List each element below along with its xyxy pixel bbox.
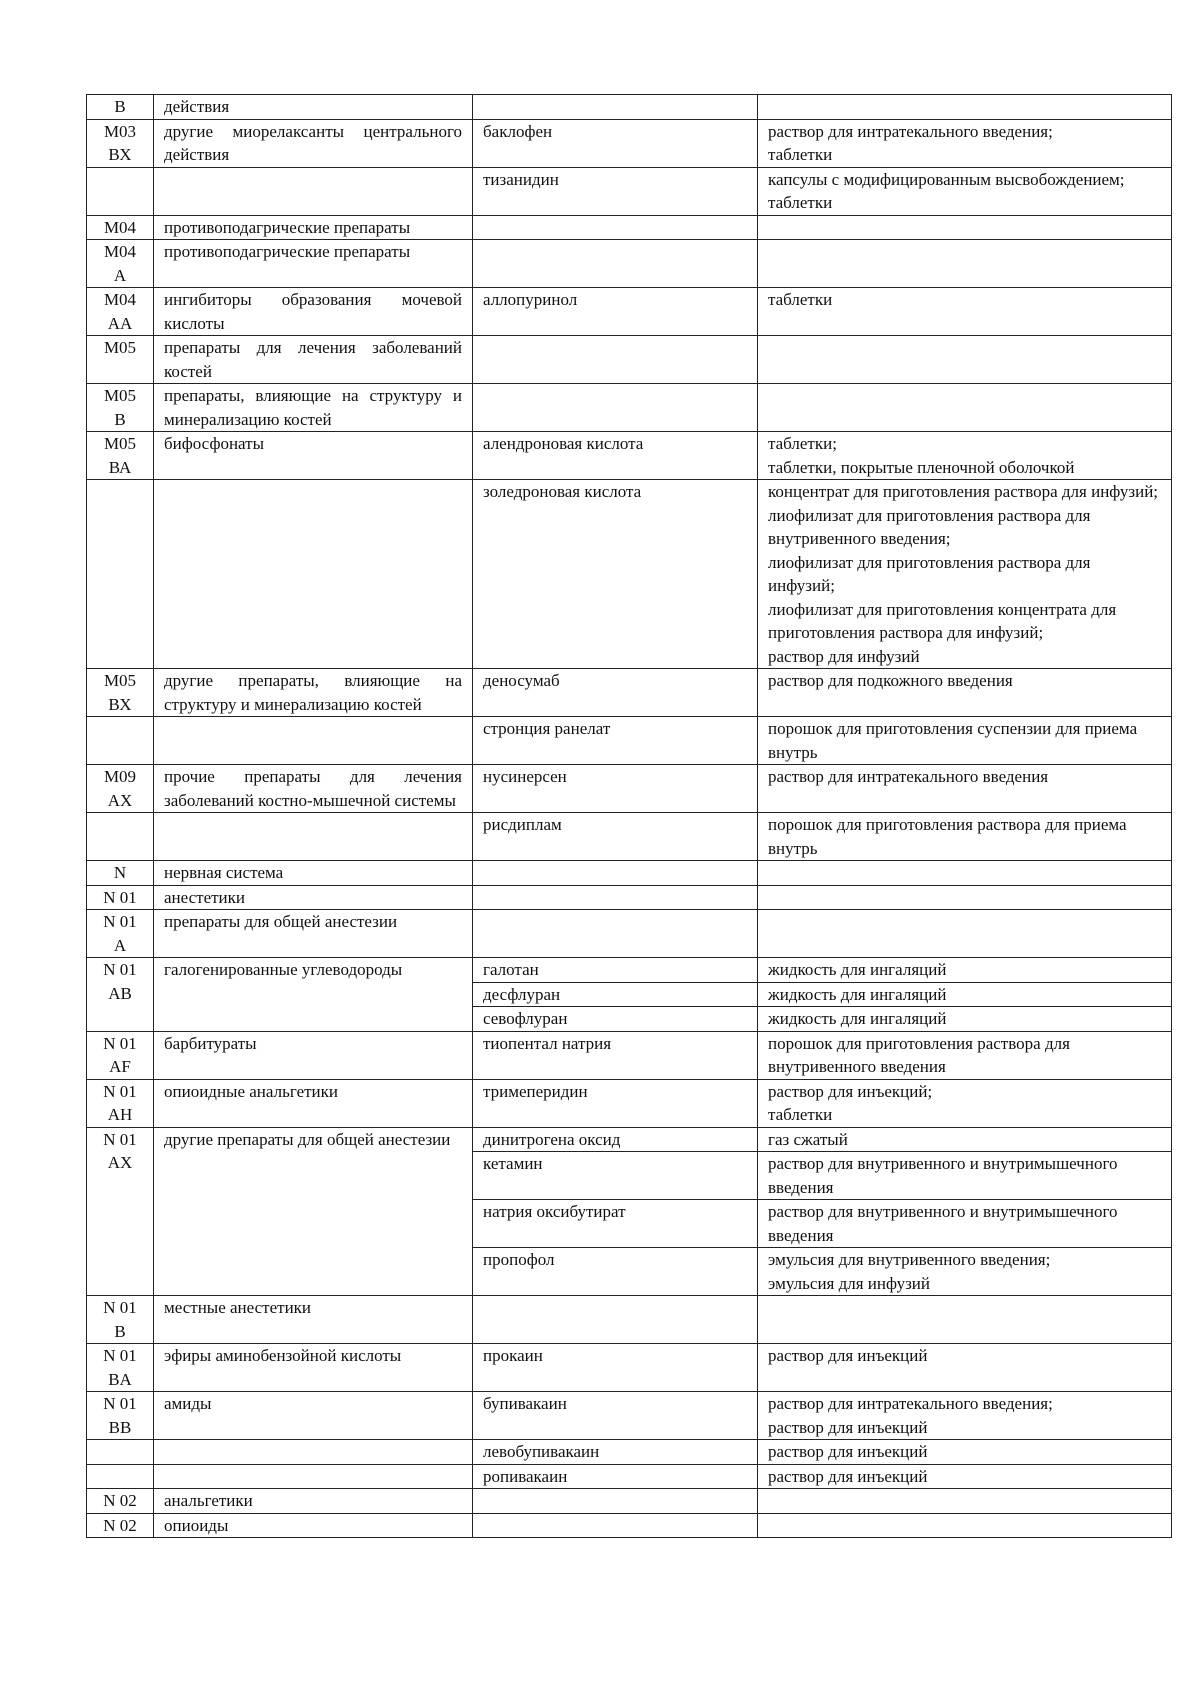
dosage-form: эмульсия для внутривенного введения;	[768, 1250, 1051, 1269]
dosage-forms-cell	[758, 1031, 1172, 1079]
drug-name-cell	[473, 240, 758, 288]
atc-code-part: N 02	[103, 1491, 137, 1510]
atc-code-part: N 01	[103, 1033, 137, 1053]
anatomical-group-cell: анестетики	[154, 885, 473, 910]
atc-code-cell	[87, 1489, 154, 1514]
dosage-forms-cell	[758, 765, 1172, 813]
dosage-forms-cell	[758, 885, 1172, 910]
atc-code-part: ВХ	[108, 145, 132, 164]
atc-code-cell	[87, 1031, 154, 1079]
drug-name-cell: десфлуран	[473, 982, 758, 1007]
atc-code-cell	[87, 1440, 154, 1465]
table-row	[87, 669, 1172, 717]
dosage-forms-cell	[758, 119, 1172, 167]
table-row	[87, 1464, 1172, 1489]
dosage-forms-cell	[758, 910, 1172, 958]
table-row	[87, 384, 1172, 432]
atc-code-part: N 01	[103, 1298, 137, 1317]
drug-name-cell: пропофол	[473, 1248, 758, 1296]
drug-name-cell: баклофен	[473, 119, 758, 167]
atc-code-part: B	[114, 1321, 126, 1341]
drug-name-cell	[473, 95, 758, 120]
dosage-forms-cell	[758, 1392, 1172, 1440]
drug-name-cell: аллопуринол	[473, 288, 758, 336]
dosage-form: раствор для внутривенного и внутримышечного введения	[768, 1154, 1118, 1197]
atc-code-part: N 01	[103, 912, 137, 931]
atc-code-part: ВХ	[108, 694, 132, 714]
table-row	[87, 1079, 1172, 1127]
table-row	[87, 480, 1172, 669]
table-row	[87, 119, 1172, 167]
drug-name-cell: тримеперидин	[473, 1079, 758, 1127]
dosage-forms-cell	[758, 240, 1172, 288]
atc-code-cell	[87, 717, 154, 765]
dosage-forms-cell	[758, 1464, 1172, 1489]
atc-code-part: М04	[103, 217, 137, 237]
atc-code-part: М05	[103, 434, 137, 453]
dosage-forms-cell	[758, 669, 1172, 717]
dosage-form: раствор для интратекального введения	[768, 767, 1049, 786]
dosage-forms-cell	[758, 861, 1172, 886]
dosage-forms-cell	[758, 1007, 1172, 1032]
atc-code-part: AX	[107, 1153, 133, 1172]
table-row	[87, 1296, 1172, 1344]
atc-code-cell	[87, 119, 154, 167]
anatomical-group-cell: нервная система	[154, 861, 473, 886]
drug-name-cell	[473, 861, 758, 886]
atc-code-cell	[87, 1127, 154, 1296]
dosage-forms-cell	[758, 1513, 1172, 1538]
atc-code-cell	[87, 1079, 154, 1127]
table-row	[87, 95, 1172, 120]
atc-code-cell	[87, 669, 154, 717]
dosage-form: таблетки	[768, 1105, 833, 1124]
dosage-forms-cell	[758, 432, 1172, 480]
dosage-forms-cell	[758, 1344, 1172, 1392]
atc-code-part: AH	[107, 1105, 133, 1124]
atc-code-cell	[87, 240, 154, 288]
atc-code-cell	[87, 765, 154, 813]
table-row	[87, 1489, 1172, 1514]
anatomical-group-cell: анальгетики	[154, 1489, 473, 1514]
anatomical-group-cell: другие миорелаксанты центрального действия	[154, 119, 473, 167]
atc-code-part: М05	[103, 386, 137, 405]
atc-code-part: АХ	[107, 790, 133, 810]
dosage-forms-cell	[758, 288, 1172, 336]
drug-classification-table	[86, 94, 1172, 1538]
dosage-forms-cell	[758, 215, 1172, 240]
dosage-form: капсулы с модифицированным высвобождением;	[768, 169, 1125, 189]
atc-code-cell	[87, 384, 154, 432]
atc-code-cell	[87, 813, 154, 861]
table-row	[87, 215, 1172, 240]
anatomical-group-cell: препараты, влияющие на структуру и минерализацию костей	[154, 384, 473, 432]
atc-code-cell	[87, 1344, 154, 1392]
table-row	[87, 1127, 1172, 1152]
atc-code-part: N 01	[103, 1346, 137, 1365]
drug-name-cell: галотан	[473, 958, 758, 983]
anatomical-group-cell: опиоидные анальгетики	[154, 1079, 473, 1127]
dosage-form: раствор для инъекций;	[768, 1081, 933, 1101]
atc-code-part: N 01	[103, 887, 137, 907]
dosage-form: раствор для инъекций	[768, 1442, 928, 1461]
atc-code-cell	[87, 215, 154, 240]
anatomical-group-cell: препараты для общей анестезии	[154, 910, 473, 958]
table-row	[87, 336, 1172, 384]
drug-name-cell: золедроновая кислота	[473, 480, 758, 669]
atc-code-part: М05	[103, 338, 137, 357]
anatomical-group-cell: противоподагрические препараты	[154, 240, 473, 288]
drug-name-cell	[473, 1489, 758, 1514]
dosage-forms-cell	[758, 1440, 1172, 1465]
table-row	[87, 1031, 1172, 1079]
dosage-form: лиофилизат для приготовления концентрата для приготовления раствора для инфузий;	[768, 599, 1117, 642]
atc-code-part: А	[113, 265, 127, 285]
anatomical-group-cell	[154, 813, 473, 861]
drug-name-cell: прокаин	[473, 1344, 758, 1392]
dosage-form: порошок для приготовления раствора для приема внутрь	[768, 815, 1127, 858]
table-row	[87, 861, 1172, 886]
drug-name-cell: бупивакаин	[473, 1392, 758, 1440]
table-row	[87, 910, 1172, 958]
drug-name-cell	[473, 1513, 758, 1538]
drug-name-cell: севофлуран	[473, 1007, 758, 1032]
atc-code-part: N 01	[103, 1081, 137, 1101]
dosage-form: эмульсия для инфузий	[768, 1273, 931, 1293]
atc-code-part: М04	[103, 242, 137, 261]
drug-name-cell: натрия оксибутират	[473, 1200, 758, 1248]
anatomical-group-cell: препараты для лечения заболеваний костей	[154, 336, 473, 384]
dosage-forms-cell	[758, 958, 1172, 983]
drug-name-cell: тизанидин	[473, 167, 758, 215]
table-row	[87, 1513, 1172, 1538]
atc-code-cell	[87, 910, 154, 958]
anatomical-group-cell: действия	[154, 95, 473, 120]
drug-name-cell	[473, 336, 758, 384]
anatomical-group-cell	[154, 1464, 473, 1489]
table-row	[87, 958, 1172, 983]
dosage-forms-cell	[758, 167, 1172, 215]
anatomical-group-cell: эфиры аминобензойной кислоты	[154, 1344, 473, 1392]
dosage-form: жидкость для ингаляций	[768, 960, 947, 979]
anatomical-group-cell: бифосфонаты	[154, 432, 473, 480]
drug-name-cell	[473, 885, 758, 910]
table-row	[87, 1392, 1172, 1440]
atc-code-part: N 01	[103, 960, 137, 979]
anatomical-group-cell	[154, 717, 473, 765]
drug-name-cell	[473, 384, 758, 432]
dosage-form: раствор для подкожного введения	[768, 671, 1013, 690]
anatomical-group-cell: амиды	[154, 1392, 473, 1440]
dosage-forms-cell	[758, 717, 1172, 765]
atc-code-part: М05	[103, 671, 137, 690]
dosage-form: порошок для приготовления суспензии для приема внутрь	[768, 719, 1138, 762]
dosage-form: раствор для инфузий	[768, 646, 920, 666]
table-row	[87, 288, 1172, 336]
anatomical-group-cell: местные анестетики	[154, 1296, 473, 1344]
table-row	[87, 885, 1172, 910]
dosage-form: концентрат для приготовления раствора для инфузий;	[768, 482, 1159, 501]
dosage-form: раствор для инъекций	[768, 1346, 928, 1365]
atc-code-part: М09	[103, 767, 137, 786]
atc-code-part: BA	[108, 1369, 132, 1389]
atc-code-part: N 01	[103, 1394, 137, 1413]
dosage-form: таблетки	[768, 193, 833, 212]
dosage-form: раствор для внутривенного и внутримышечного введения	[768, 1202, 1118, 1245]
atc-code-cell	[87, 432, 154, 480]
anatomical-group-cell: барбитураты	[154, 1031, 473, 1079]
atc-code-cell	[87, 167, 154, 215]
atc-code-cell	[87, 1296, 154, 1344]
anatomical-group-cell: другие препараты для общей анестезии	[154, 1127, 473, 1296]
drug-name-cell: нусинерсен	[473, 765, 758, 813]
dosage-forms-cell	[758, 336, 1172, 384]
drug-name-cell: ропивакаин	[473, 1464, 758, 1489]
atc-code-cell	[87, 1392, 154, 1440]
atc-code-part: ВА	[108, 457, 132, 477]
anatomical-group-cell: прочие препараты для лечения заболеваний костно-мышечной системы	[154, 765, 473, 813]
table-body	[87, 95, 1172, 1538]
atc-code-cell	[87, 958, 154, 1032]
table-row	[87, 240, 1172, 288]
dosage-forms-cell	[758, 95, 1172, 120]
dosage-forms-cell	[758, 813, 1172, 861]
dosage-form: жидкость для ингаляций	[768, 984, 947, 1004]
dosage-forms-cell	[758, 1248, 1172, 1296]
dosage-forms-cell	[758, 982, 1172, 1007]
atc-code-cell	[87, 1464, 154, 1489]
dosage-form: жидкость для ингаляций	[768, 1009, 947, 1028]
dosage-form: раствор для интратекального введения;	[768, 1394, 1053, 1413]
anatomical-group-cell: противоподагрические препараты	[154, 215, 473, 240]
table-row	[87, 765, 1172, 813]
drug-name-cell: стронция ранелат	[473, 717, 758, 765]
dosage-forms-cell	[758, 480, 1172, 669]
dosage-form: лиофилизат для приготовления раствора для внутривенного введения;	[768, 505, 1091, 548]
dosage-forms-cell	[758, 1127, 1172, 1152]
atc-code-part: AF	[109, 1057, 131, 1076]
atc-code-part: BB	[108, 1417, 132, 1437]
atc-code-part: N 02	[103, 1515, 137, 1535]
atc-code-cell	[87, 1513, 154, 1538]
drug-name-cell	[473, 910, 758, 958]
dosage-form: таблетки;	[768, 434, 837, 453]
atc-code-part: М03	[103, 121, 137, 141]
atc-code-part: М04	[103, 290, 137, 309]
anatomical-group-cell: другие препараты, влияющие на структуру и минерализацию костей	[154, 669, 473, 717]
drug-name-cell: кетамин	[473, 1152, 758, 1200]
atc-code-part: N	[113, 863, 127, 882]
drug-name-cell: левобупивакаин	[473, 1440, 758, 1465]
drug-name-cell: алендроновая кислота	[473, 432, 758, 480]
dosage-forms-cell	[758, 1079, 1172, 1127]
document-page	[86, 94, 1171, 1538]
atc-code-part: В	[114, 97, 126, 116]
drug-name-cell: тиопентал натрия	[473, 1031, 758, 1079]
atc-code-cell	[87, 95, 154, 120]
dosage-form: таблетки	[768, 290, 833, 309]
drug-name-cell: рисдиплам	[473, 813, 758, 861]
anatomical-group-cell: ингибиторы образования мочевой кислоты	[154, 288, 473, 336]
table-row	[87, 167, 1172, 215]
anatomical-group-cell: галогенированные углеводороды	[154, 958, 473, 1032]
table-row	[87, 1440, 1172, 1465]
atc-code-part: AB	[108, 983, 132, 1003]
table-row	[87, 432, 1172, 480]
table-row	[87, 717, 1172, 765]
dosage-form: лиофилизат для приготовления раствора для инфузий;	[768, 552, 1091, 595]
atc-code-cell	[87, 336, 154, 384]
dosage-form: раствор для интратекального введения;	[768, 121, 1053, 141]
anatomical-group-cell	[154, 167, 473, 215]
anatomical-group-cell	[154, 1440, 473, 1465]
dosage-form: таблетки	[768, 145, 833, 164]
drug-name-cell	[473, 1296, 758, 1344]
dosage-form: раствор для инъекций	[768, 1466, 928, 1486]
dosage-form: газ сжатый	[768, 1129, 848, 1149]
atc-code-part: В	[114, 409, 126, 429]
atc-code-part: N 01	[103, 1129, 137, 1149]
dosage-form: порошок для приготовления раствора для внутривенного введения	[768, 1033, 1070, 1076]
atc-code-cell	[87, 885, 154, 910]
dosage-form: таблетки, покрытые пленочной оболочкой	[768, 457, 1075, 477]
atc-code-part: A	[113, 935, 127, 955]
atc-code-cell	[87, 480, 154, 669]
drug-name-cell	[473, 215, 758, 240]
atc-code-cell	[87, 288, 154, 336]
anatomical-group-cell: опиоиды	[154, 1513, 473, 1538]
atc-code-cell	[87, 861, 154, 886]
dosage-form: раствор для инъекций	[768, 1417, 928, 1437]
atc-code-part: АА	[107, 313, 133, 333]
dosage-forms-cell	[758, 1152, 1172, 1200]
drug-name-cell: динитрогена оксид	[473, 1127, 758, 1152]
anatomical-group-cell	[154, 480, 473, 669]
dosage-forms-cell	[758, 1296, 1172, 1344]
dosage-forms-cell	[758, 1200, 1172, 1248]
table-row	[87, 813, 1172, 861]
table-row	[87, 1344, 1172, 1392]
dosage-forms-cell	[758, 1489, 1172, 1514]
dosage-forms-cell	[758, 384, 1172, 432]
drug-name-cell: деносумаб	[473, 669, 758, 717]
